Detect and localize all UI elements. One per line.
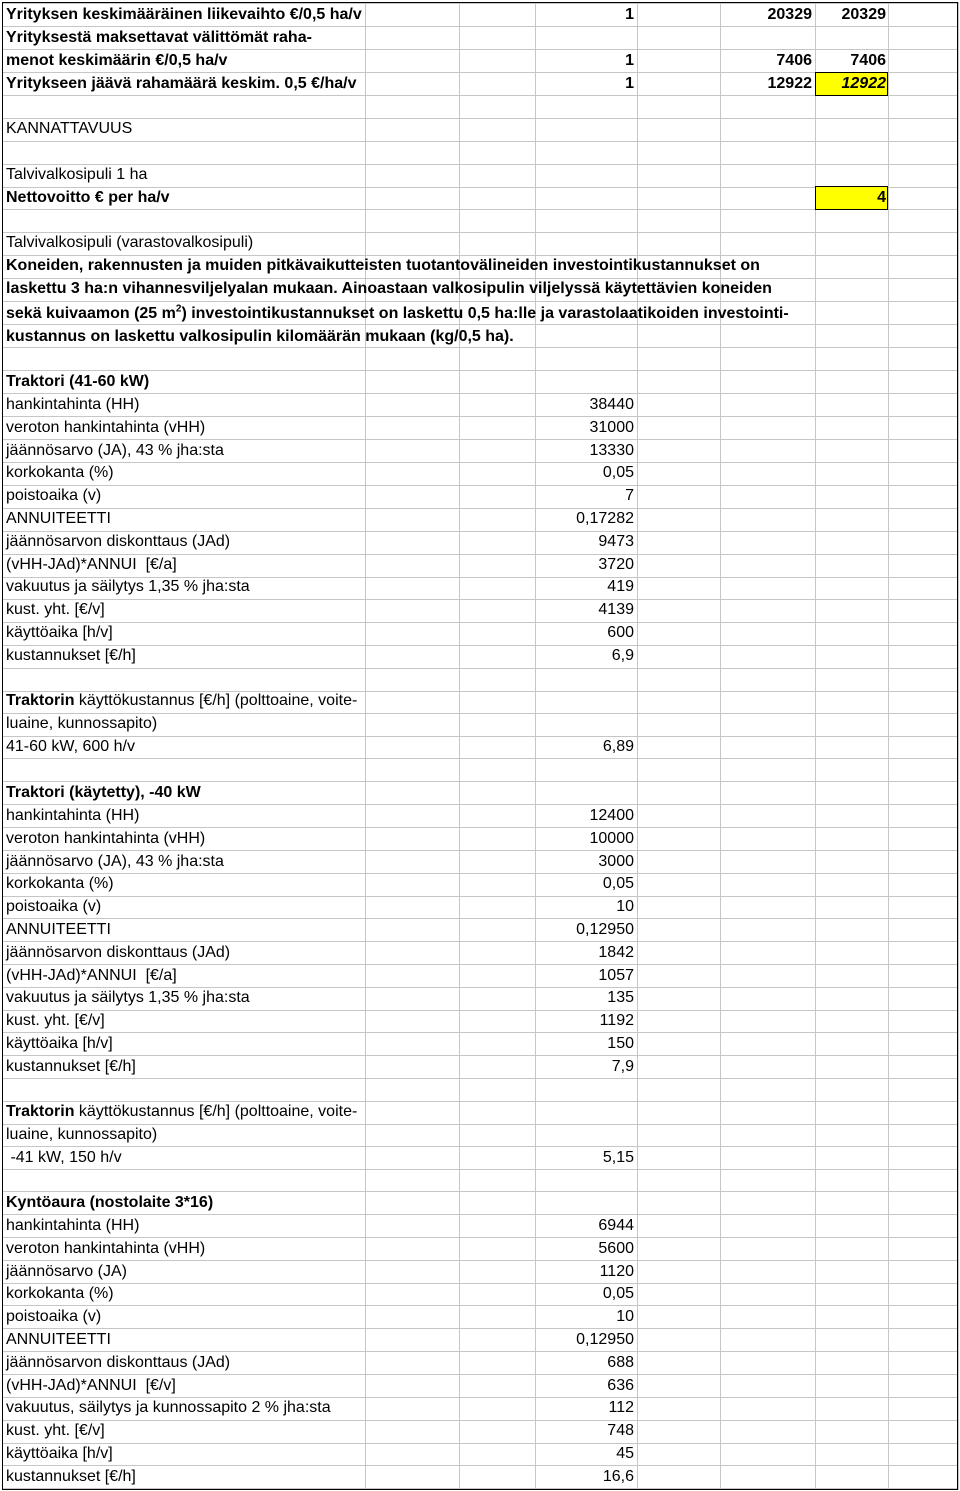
kaytto2-line2: luaine, kunnossapito) bbox=[6, 1126, 158, 1143]
traktori2-row-value: 7,9 bbox=[611, 1057, 634, 1075]
column-gridline bbox=[958, 2, 959, 1490]
traktori2-row-label: hankintahinta (HH) bbox=[6, 807, 140, 824]
traktori2-row-value: 1842 bbox=[598, 943, 634, 961]
traktori1-row-label: (vHH-JAd)*ANNUI [€/a] bbox=[6, 555, 177, 573]
traktori1-title: Traktori (41-60 kW) bbox=[6, 373, 150, 390]
kyntoaura-row-label: (vHH-JAd)*ANNUI [€/v] bbox=[6, 1376, 176, 1394]
traktori1-row-value: 13330 bbox=[589, 441, 634, 459]
traktori2-row-label: (vHH-JAd)*ANNUI [€/a] bbox=[6, 966, 177, 984]
traktori1-row-value: 7 bbox=[625, 487, 634, 505]
kyntoaura-row-label: veroton hankintahinta (vHH) bbox=[6, 1239, 206, 1257]
traktori2-row-label: kustannukset [€/h] bbox=[6, 1057, 136, 1075]
traktori2-row-label: poistoaika (v) bbox=[6, 898, 102, 916]
traktori2-row-label: ANNUITEETTI bbox=[6, 921, 111, 938]
paragraph-line3 bbox=[6, 303, 789, 325]
kyntoaura-row-label: jäännösarvon diskonttaus (JAd) bbox=[6, 1353, 231, 1371]
traktori1-row-label: korkokanta (%) bbox=[6, 464, 114, 482]
traktori2-row-label: jäännösarvo (JA), 43 % jha:sta bbox=[6, 852, 224, 870]
row-rahamenot-c2: 7406 bbox=[776, 52, 812, 69]
traktori2-row-value: 135 bbox=[607, 989, 634, 1007]
kaytto2-heading bbox=[6, 1101, 357, 1123]
paragraph-line1: Koneiden, rakennusten ja muiden pitkävaikutteisten tuotantovälineiden investointikustannukset on bbox=[6, 257, 760, 274]
traktori2-row-label: korkokanta (%) bbox=[6, 875, 114, 893]
traktori1-row-label: jäännösarvon diskonttaus (JAd) bbox=[6, 532, 231, 550]
row-rahamenot-c3: 7406 bbox=[850, 52, 886, 69]
kyntoaura-row-value: 10 bbox=[616, 1308, 634, 1326]
traktori2-row-value: 150 bbox=[607, 1035, 634, 1052]
traktori1-row-label: ANNUITEETTI bbox=[6, 510, 111, 527]
column-gridline bbox=[720, 2, 721, 1490]
kyntoaura-row-label: kustannukset [€/h] bbox=[6, 1467, 136, 1485]
traktori2-row-value: 0,05 bbox=[602, 875, 634, 893]
row-rahamenot-label: menot keskimäärin €/0,5 ha/v bbox=[6, 52, 228, 69]
kaytto2-label: -41 kW, 150 h/v bbox=[6, 1149, 122, 1166]
column-gridline bbox=[815, 2, 816, 1490]
section-kannattavuus: KANNATTAVUUS bbox=[6, 120, 133, 137]
varasto-title: Talvivalkosipuli (varastovalkosipuli) bbox=[6, 234, 254, 251]
traktori1-row-label: vakuutus ja säilytys 1,35 % jha:sta bbox=[6, 578, 250, 596]
column-gridline bbox=[637, 2, 638, 1490]
row-rahamaara-label: Yritykseen jäävä rahamäärä keskim. 0,5 €/ha/v bbox=[6, 75, 357, 92]
kaytto1-bold: Traktorin bbox=[6, 692, 75, 709]
kyntoaura-row-label: jäännösarvo (JA) bbox=[6, 1262, 127, 1280]
traktori1-row-label: poistoaika (v) bbox=[6, 487, 102, 505]
kaytto1-line2: luaine, kunnossapito) bbox=[6, 715, 158, 732]
column-gridline bbox=[365, 2, 366, 1490]
traktori2-title: Traktori (käytetty), -40 kW bbox=[6, 784, 201, 801]
kyntoaura-row-label: poistoaika (v) bbox=[6, 1308, 102, 1326]
traktori1-row-label: kustannukset [€/h] bbox=[6, 646, 136, 664]
row-rahamenot-c1: 1 bbox=[625, 52, 634, 69]
kyntoaura-row-label: hankintahinta (HH) bbox=[6, 1217, 140, 1234]
column-gridline bbox=[2, 2, 3, 1490]
traktori1-row-value: 0,17282 bbox=[576, 510, 634, 527]
traktori1-row-value: 600 bbox=[607, 624, 634, 641]
traktori2-row-label: vakuutus ja säilytys 1,35 % jha:sta bbox=[6, 989, 250, 1007]
row-rahamenot-line1: Yrityksestä maksettavat välittömät raha- bbox=[6, 29, 312, 46]
kaytto2-rest: käyttökustannus [€/h] (polttoaine, voite- bbox=[74, 1103, 358, 1120]
traktori2-row-value: 0,12950 bbox=[576, 921, 634, 938]
traktori1-row-value: 9473 bbox=[598, 532, 634, 550]
traktori2-row-label: jäännösarvon diskonttaus (JAd) bbox=[6, 943, 231, 961]
row-liikevaihto-c1: 1 bbox=[625, 6, 634, 23]
traktori2-row-value: 3000 bbox=[598, 852, 634, 870]
kyntoaura-row-value: 16,6 bbox=[602, 1467, 634, 1485]
row-liikevaihto-label: Yrityksen keskimääräinen liikevaihto €/0,5 ha/v bbox=[6, 6, 362, 23]
traktori1-row-value: 31000 bbox=[589, 418, 634, 436]
kaytto2-bold: Traktorin bbox=[6, 1103, 75, 1120]
kyntoaura-row-label: kust. yht. [€/v] bbox=[6, 1422, 105, 1440]
kaytto2-value: 5,15 bbox=[602, 1149, 634, 1166]
traktori2-row-value: 1057 bbox=[598, 966, 634, 984]
traktori2-row-value: 12400 bbox=[589, 807, 634, 824]
kyntoaura-row-value: 636 bbox=[607, 1376, 634, 1394]
traktori1-row-label: veroton hankintahinta (vHH) bbox=[6, 418, 206, 436]
kyntoaura-row-value: 1120 bbox=[599, 1262, 634, 1280]
nettovoitto-label: Nettovoitto € per ha/v bbox=[6, 189, 170, 206]
row-liikevaihto-c3: 20329 bbox=[841, 6, 886, 23]
kyntoaura-row-value: 748 bbox=[607, 1422, 634, 1440]
traktori1-row-label: käyttöaika [h/v] bbox=[6, 624, 113, 641]
row-rahamaara-c1: 1 bbox=[625, 75, 634, 92]
kyntoaura-title: Kyntöaura (nostolaite 3*16) bbox=[6, 1194, 214, 1211]
paragraph-line2: laskettu 3 ha:n vihannesviljelyalan mukaan. Ainoastaan valkosipulin viljelyssä käytettävien koneiden bbox=[6, 280, 772, 297]
traktori2-row-label: veroton hankintahinta (vHH) bbox=[6, 829, 206, 847]
nettovoitto-value: 4 bbox=[877, 189, 886, 206]
traktori2-row-label: käyttöaika [h/v] bbox=[6, 1035, 113, 1052]
traktori2-row-label: kust. yht. [€/v] bbox=[6, 1012, 105, 1030]
traktori1-row-value: 38440 bbox=[589, 396, 634, 413]
kaytto1-rest: käyttökustannus [€/h] (polttoaine, voite- bbox=[74, 692, 358, 709]
kyntoaura-row-value: 0,12950 bbox=[576, 1331, 634, 1348]
traktori1-row-value: 419 bbox=[607, 578, 634, 596]
traktori1-row-value: 0,05 bbox=[602, 464, 634, 482]
row-liikevaihto-c2: 20329 bbox=[767, 6, 812, 23]
traktori1-row-value: 6,9 bbox=[611, 646, 634, 664]
row-rahamaara-c2: 12922 bbox=[767, 75, 812, 92]
kaytto1-value: 6,89 bbox=[602, 738, 634, 755]
paragraph-line3a: sekä kuivaamon (25 m bbox=[6, 305, 176, 322]
kaytto1-heading bbox=[6, 690, 357, 712]
kyntoaura-row-value: 5600 bbox=[598, 1239, 634, 1257]
paragraph-line4: kustannus on laskettu valkosipulin kilomäärän mukaan (kg/0,5 ha). bbox=[6, 328, 514, 345]
traktori1-row-label: hankintahinta (HH) bbox=[6, 396, 140, 413]
kyntoaura-row-label: käyttöaika [h/v] bbox=[6, 1445, 113, 1462]
traktori1-row-label: jäännösarvo (JA), 43 % jha:sta bbox=[6, 441, 224, 459]
row-rahamaara-c3: 12922 bbox=[841, 75, 886, 92]
kaytto1-label: 41-60 kW, 600 h/v bbox=[6, 738, 135, 755]
column-gridline bbox=[888, 2, 889, 1490]
traktori1-row-label: kust. yht. [€/v] bbox=[6, 601, 105, 619]
kyntoaura-row-label: ANNUITEETTI bbox=[6, 1331, 111, 1348]
traktori2-row-value: 10000 bbox=[589, 829, 634, 847]
paragraph-superscript: 2 bbox=[175, 303, 182, 315]
kyntoaura-row-label: vakuutus, säilytys ja kunnossapito 2 % jha:sta bbox=[6, 1399, 331, 1417]
kyntoaura-row-value: 6944 bbox=[598, 1217, 634, 1234]
kyntoaura-row-value: 45 bbox=[616, 1445, 634, 1462]
traktori2-row-value: 1192 bbox=[599, 1012, 634, 1030]
kyntoaura-row-value: 112 bbox=[608, 1399, 634, 1417]
paragraph-line3b: ) investointikustannukset on laskettu 0,5 ha:lle ja varastolaatikoiden investointi- bbox=[181, 305, 789, 322]
kyntoaura-row-label: korkokanta (%) bbox=[6, 1285, 114, 1303]
talvivalkosipuli-1ha: Talvivalkosipuli 1 ha bbox=[6, 166, 148, 183]
traktori2-row-value: 10 bbox=[616, 898, 634, 916]
kyntoaura-row-value: 0,05 bbox=[602, 1285, 634, 1303]
kyntoaura-row-value: 688 bbox=[607, 1353, 634, 1371]
traktori1-row-value: 4139 bbox=[598, 601, 634, 619]
traktori1-row-value: 3720 bbox=[598, 555, 634, 573]
